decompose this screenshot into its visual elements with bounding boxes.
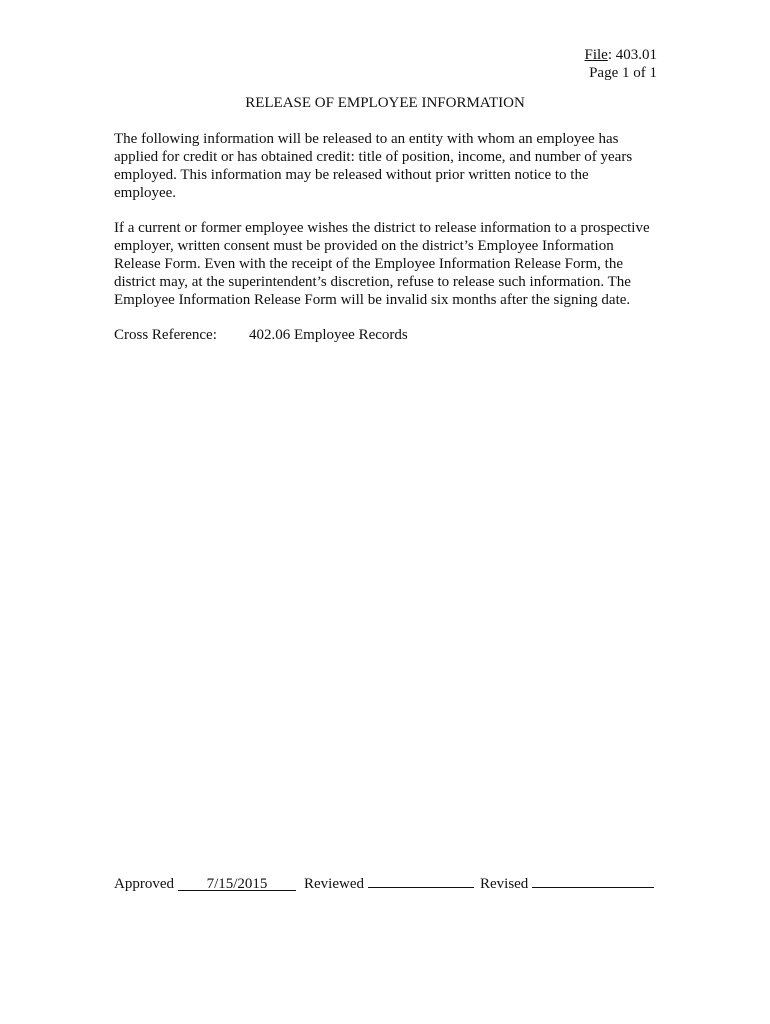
paragraph-line: The following information will be released to an entity with whom an employee has bbox=[114, 131, 619, 147]
paragraph-line: employer, written consent must be provided on the district’s Employee Information bbox=[114, 238, 614, 254]
paragraph-line: If a current or former employee wishes the district to release information to a prospective bbox=[114, 220, 650, 236]
file-number: : 403.01 bbox=[607, 47, 657, 63]
approved-date: 7/15/2015 bbox=[206, 876, 268, 892]
approved-label: Approved bbox=[114, 876, 174, 892]
paragraph-line: district may, at the superintendent’s discretion, refuse to release such information. The bbox=[114, 274, 631, 290]
reviewed-label: Reviewed bbox=[304, 876, 364, 892]
document-body bbox=[114, 130, 659, 344]
cross-reference-value: 402.06 Employee Records bbox=[249, 327, 408, 343]
paragraph-consent bbox=[114, 219, 659, 309]
cross-reference bbox=[114, 326, 659, 344]
file-header bbox=[584, 46, 657, 82]
revised-label: Revised bbox=[479, 876, 529, 892]
file-number-line bbox=[584, 46, 657, 64]
revised-date-field bbox=[532, 872, 654, 888]
file-label: File bbox=[584, 47, 608, 63]
approved-date-field bbox=[178, 875, 296, 891]
paragraph-line: employee. bbox=[114, 185, 177, 201]
paragraph-line: Employee Information Release Form will be invalid six months after the signing date. bbox=[114, 292, 631, 308]
paragraph-line: applied for credit or has obtained credit: title of position, income, and number of years bbox=[114, 149, 633, 165]
paragraph-line: employed. This information may be released without prior written notice to the bbox=[114, 167, 589, 183]
document-title: RELEASE OF EMPLOYEE INFORMATION bbox=[245, 95, 525, 111]
paragraph-line: Release Form. Even with the receipt of the Employee Information Release Form, the bbox=[114, 256, 624, 272]
cross-reference-label: Cross Reference: bbox=[114, 327, 217, 343]
paragraph-credit-release bbox=[114, 130, 659, 202]
page-number: Page 1 of 1 bbox=[589, 65, 657, 81]
reviewed-date-field bbox=[368, 872, 474, 888]
approval-footer bbox=[114, 872, 654, 893]
